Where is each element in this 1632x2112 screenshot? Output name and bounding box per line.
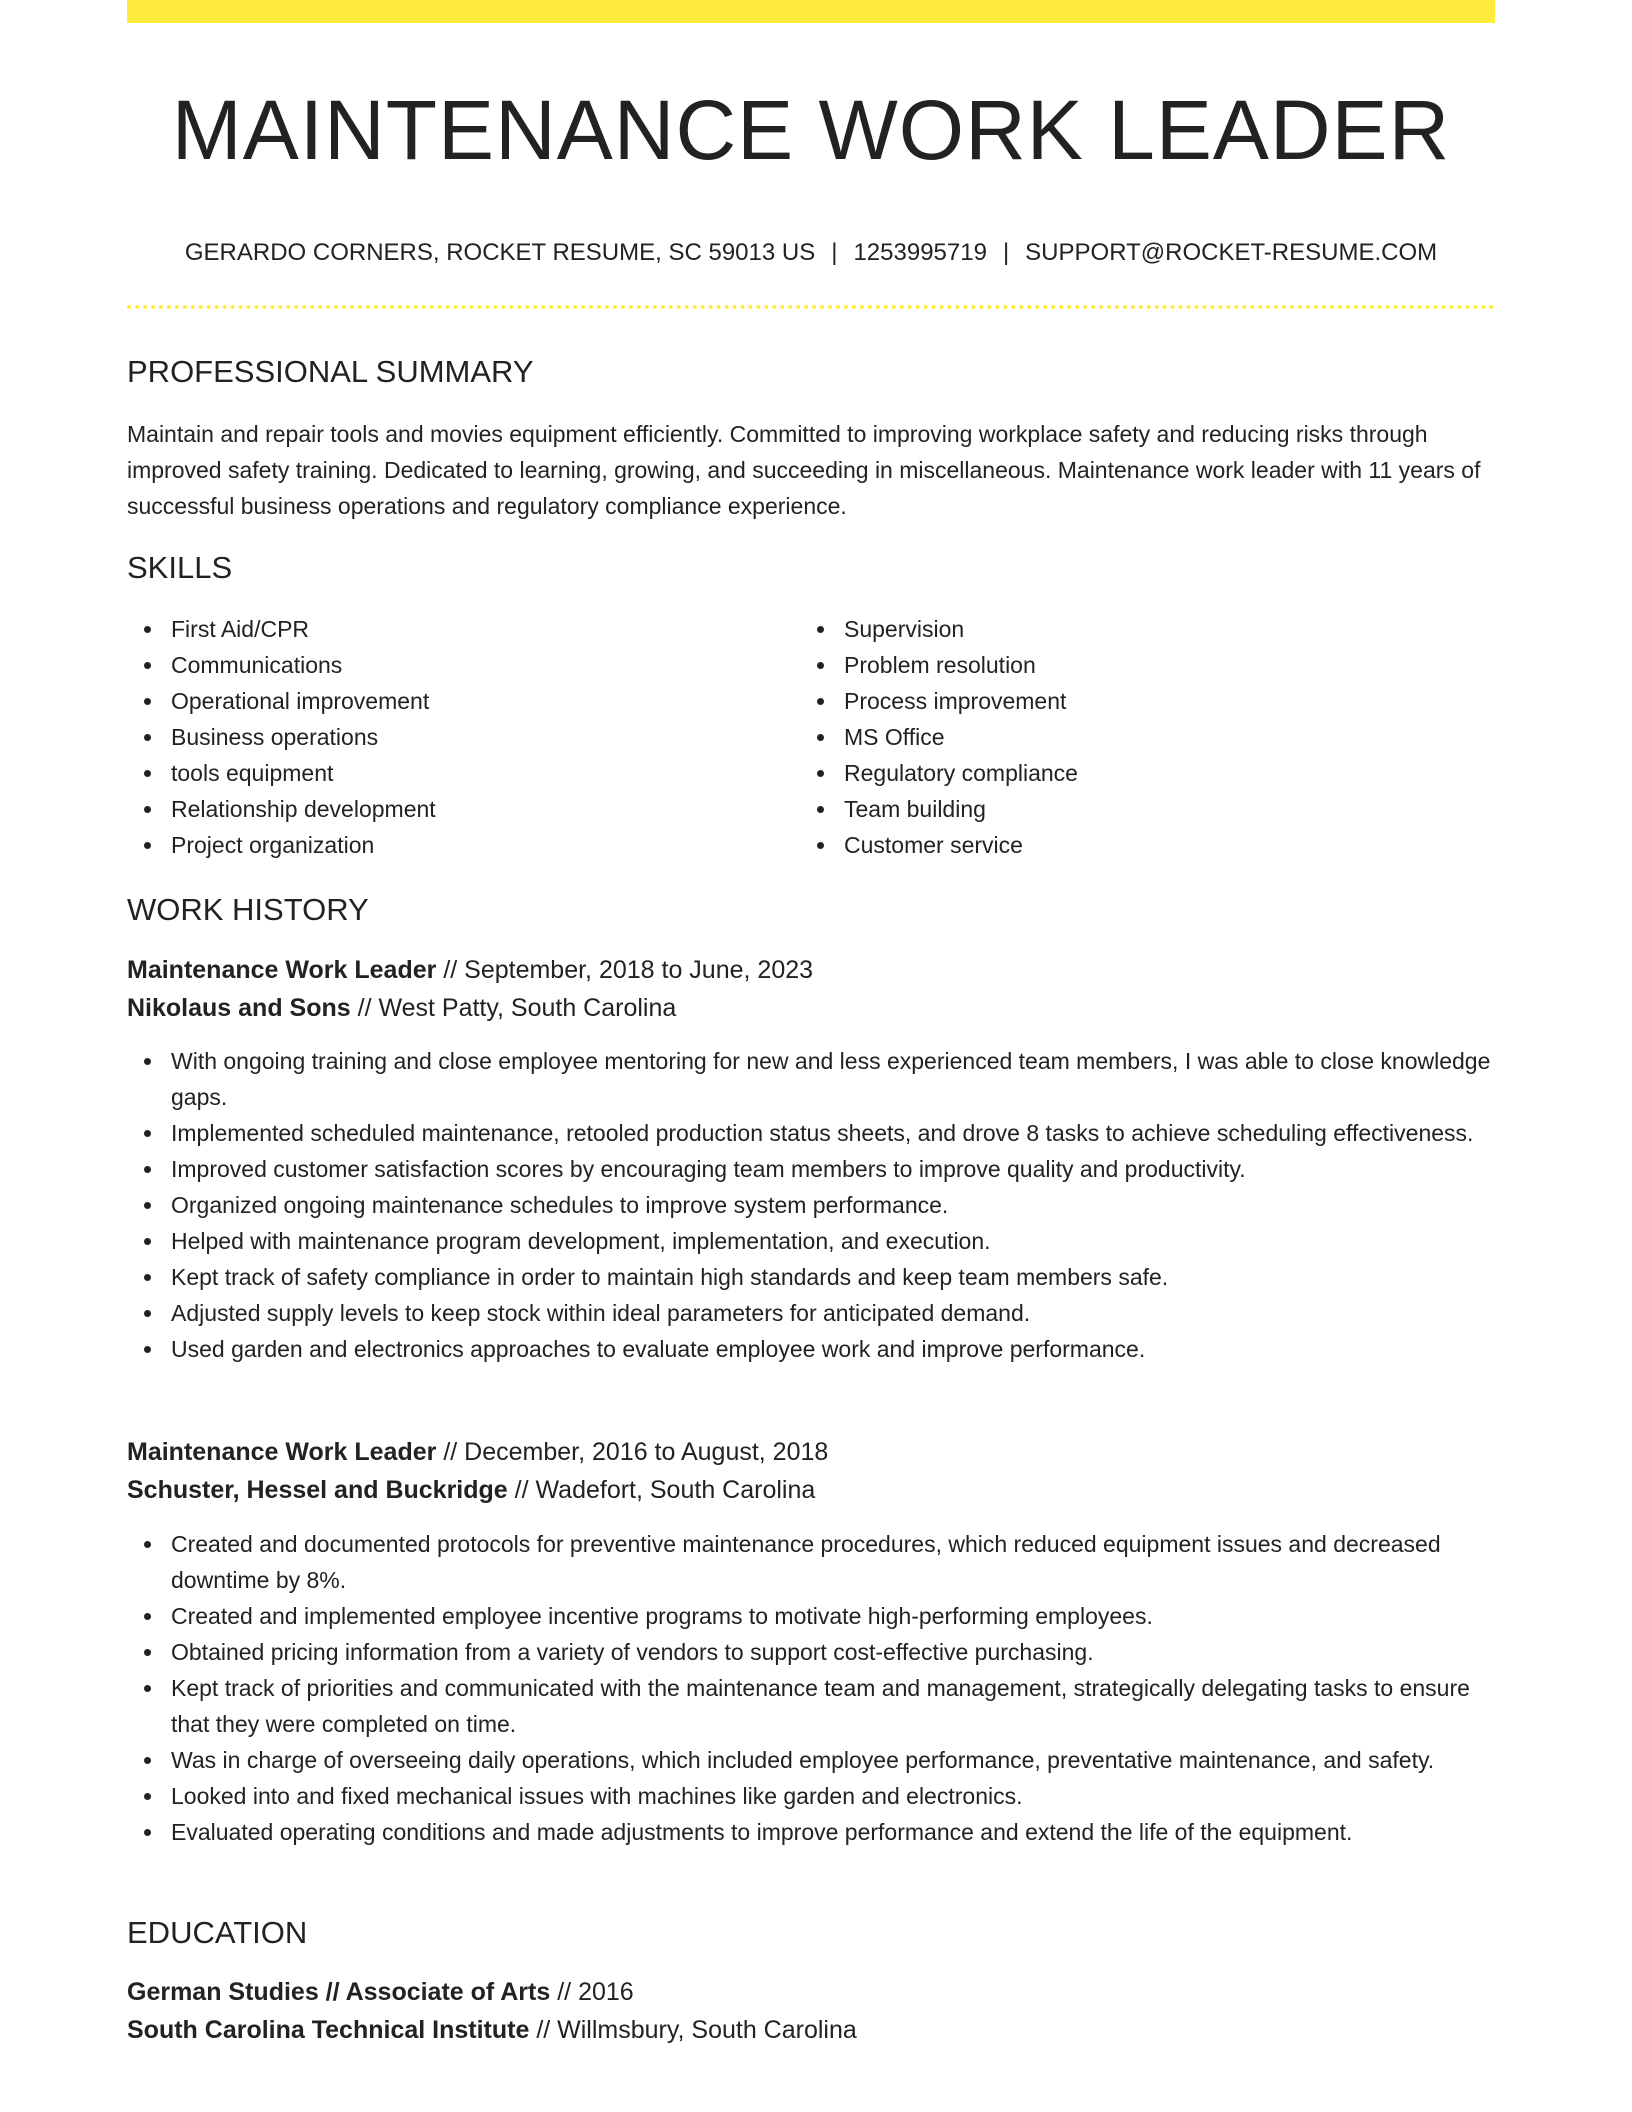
resume-title: MAINTENANCE WORK LEADER [171,83,1451,177]
job-duty: Improved customer satisfaction scores by encouraging team members to improve quality and productivity. [127,1151,1499,1187]
job-duty: Adjusted supply levels to keep stock within ideal parameters for anticipated demand. [127,1295,1499,1331]
job-position: Maintenance Work Leader [127,956,437,984]
skill-item: tools equipment [127,755,767,791]
education-degree: German Studies // Associate of Arts [127,1978,551,2006]
skill-item: Business operations [127,719,767,755]
skill-item: Operational improvement [127,683,767,719]
skill-item: Supervision [800,611,1440,647]
skill-item: Problem resolution [800,647,1440,683]
contact-phone: 1253995719 [853,239,987,266]
education-school: South Carolina Technical Institute [127,2016,530,2044]
job-position: Maintenance Work Leader [127,1438,437,1466]
contact-email[interactable]: SUPPORT@ROCKET-RESUME.COM [1025,239,1438,266]
education-location: // Willmsbury, South Carolina [536,2016,857,2044]
skills-list-left [127,611,767,863]
skills-list-right [800,611,1440,863]
job-duty: Looked into and fixed mechanical issues with machines like garden and electronics. [127,1778,1499,1814]
summary-text: Maintain and repair tools and movies equipment efficiently. Committed to improving workplace safety and reducing risks through improved safety training. Dedicated to learning, growing, and succeeding in miscellaneous. Maintenance work leader with 11 years of successful business operations and regulatory compliance experience. [127,421,1481,519]
job-title-line [127,1434,828,1470]
job-duty: Kept track of priorities and communicated with the maintenance team and management, strategically delegating tasks to ensure that they were completed on time. [127,1670,1499,1742]
job-duty: With ongoing training and close employee mentoring for new and less experienced team members, I was able to close knowledge gaps. [127,1043,1499,1115]
skill-item: MS Office [800,719,1440,755]
job-duties-list [127,1526,1499,1850]
job-dates: // September, 2018 to June, 2023 [443,956,814,984]
skills-heading: SKILLS [127,550,233,585]
education-degree-line [127,1974,634,2010]
contact-address: GERARDO CORNERS, ROCKET RESUME, SC 59013 US [184,239,816,266]
job-duty: Helped with maintenance program development, implementation, and execution. [127,1223,1499,1259]
summary-heading: PROFESSIONAL SUMMARY [127,354,534,389]
job-company: Schuster, Hessel and Buckridge [127,1476,508,1504]
job-company-line [127,1472,815,1508]
skill-item: Process improvement [800,683,1440,719]
header-divider [127,305,1495,309]
job-dates: // December, 2016 to August, 2018 [443,1438,829,1466]
job-duty: Organized ongoing maintenance schedules to improve system performance. [127,1187,1499,1223]
job-duty: Used garden and electronics approaches to evaluate employee work and improve performance. [127,1331,1499,1367]
job-duty: Evaluated operating conditions and made adjustments to improve performance and extend the life of the equipment. [127,1814,1499,1850]
education-year: // 2016 [557,1978,634,2006]
skill-item: Communications [127,647,767,683]
contact-separator: | [831,239,838,266]
education-heading: EDUCATION [127,1915,308,1950]
job-duty: Implemented scheduled maintenance, retooled production status sheets, and drove 8 tasks to achieve scheduling effectiveness. [127,1115,1499,1151]
job-duty: Created and documented protocols for preventive maintenance procedures, which reduced equipment issues and decreased downtime by 8%. [127,1526,1499,1598]
skill-item: Regulatory compliance [800,755,1440,791]
skill-item: Project organization [127,827,767,863]
job-duties-list [127,1043,1499,1367]
job-duty: Created and implemented employee incentive programs to motivate high-performing employees. [127,1598,1499,1634]
job-duty: Kept track of safety compliance in order to maintain high standards and keep team members safe. [127,1259,1499,1295]
skill-item: First Aid/CPR [127,611,767,647]
contact-line [127,236,1495,270]
skill-item: Customer service [800,827,1440,863]
job-duty: Was in charge of overseeing daily operations, which included employee performance, preventative maintenance, and safety. [127,1742,1499,1778]
job-title-line [127,952,813,988]
work-history-heading: WORK HISTORY [127,892,369,927]
skill-item: Team building [800,791,1440,827]
skill-item: Relationship development [127,791,767,827]
contact-separator: | [1002,239,1010,266]
education-school-line [127,2012,857,2048]
job-company: Nikolaus and Sons [127,994,351,1022]
top-accent-bar [127,0,1495,23]
job-location: // Wadefort, South Carolina [514,1476,816,1504]
job-company-line [127,990,676,1026]
job-location: // West Patty, South Carolina [357,994,677,1022]
job-duty: Obtained pricing information from a variety of vendors to support cost-effective purchasing. [127,1634,1499,1670]
